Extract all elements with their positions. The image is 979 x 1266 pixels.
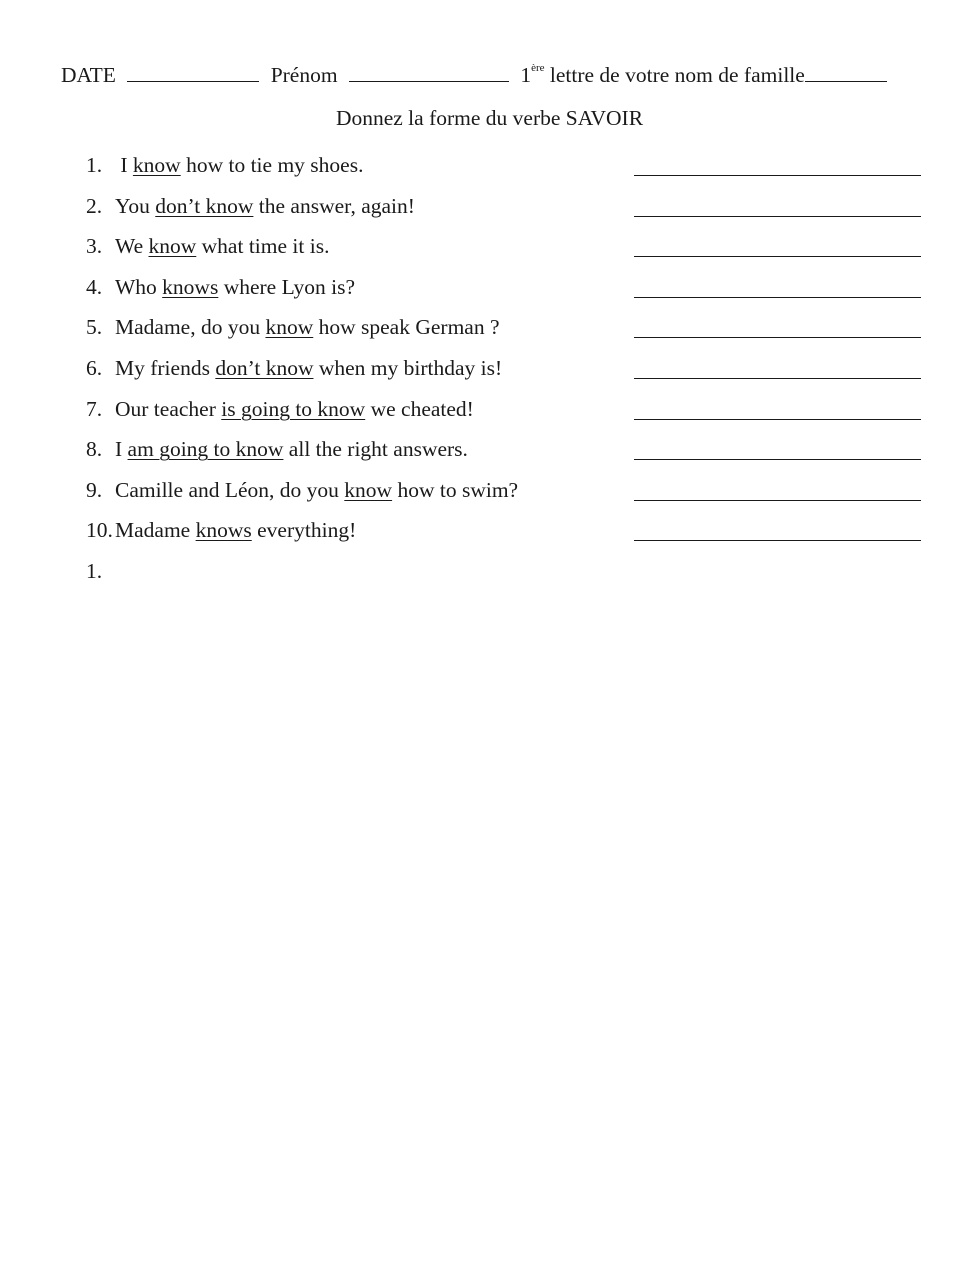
question-item (86, 231, 626, 261)
answer-blank[interactable] (634, 337, 921, 338)
question-text-before: Camille and Léon, do you (115, 477, 345, 502)
question-text-after: how to tie my shoes. (180, 153, 364, 177)
question-text-after: what time it is. (196, 234, 330, 259)
page-title: Donnez la forme du verbe SAVOIR (335, 106, 644, 130)
prenom-blank[interactable] (349, 61, 509, 82)
answer-blank[interactable] (634, 297, 921, 298)
question-text-before: Our teacher (115, 396, 222, 421)
answer-blank[interactable] (634, 500, 921, 501)
question-number: 3. (86, 234, 103, 259)
answer-blank[interactable] (634, 378, 921, 379)
question-text-after: when my birthday is! (313, 356, 503, 380)
underlined-verb: don’t know (155, 193, 254, 218)
lettre-number: 1 (520, 63, 532, 88)
answer-blank[interactable] (634, 459, 921, 460)
question-text-before: Who (115, 274, 163, 299)
question-item (86, 475, 626, 505)
question-text-before: We (115, 234, 149, 259)
prenom-label: Prénom (270, 63, 338, 88)
date-label: DATE (61, 63, 116, 88)
underlined-verb: don’t know (215, 356, 314, 380)
question-text-before: I (115, 437, 128, 462)
underlined-verb: know (148, 234, 197, 259)
worksheet-header (61, 56, 921, 90)
question-number: 10. (86, 518, 113, 543)
underlined-verb: know (132, 153, 181, 177)
underlined-verb: is going to know (221, 396, 366, 421)
answer-blank[interactable] (634, 540, 921, 541)
question-text-after: how to swim? (392, 477, 519, 502)
underlined-verb: knows (195, 518, 252, 543)
question-item (86, 515, 626, 545)
question-item (86, 394, 626, 424)
answer-blank[interactable] (634, 175, 921, 176)
question-item (86, 312, 626, 342)
question-text-before: Madame, do you (115, 315, 266, 340)
lettre-blank[interactable] (805, 61, 887, 82)
question-number: 8. (86, 437, 103, 462)
question-text-before: Madame (115, 518, 196, 543)
question-item (86, 434, 626, 464)
question-item (86, 272, 626, 302)
question-text-before: I (115, 153, 133, 177)
question-text-before: My friends (115, 356, 216, 380)
answer-blank[interactable] (634, 256, 921, 257)
question-text-after: the answer, again! (253, 193, 415, 218)
question-text-after: everything! (251, 518, 357, 543)
question-item (86, 150, 626, 180)
date-blank[interactable] (127, 61, 259, 82)
question-text-after: where Lyon is? (218, 274, 356, 299)
question-number: 6. (86, 356, 103, 380)
question-number: 1. (86, 153, 103, 177)
answer-blank[interactable] (634, 216, 921, 217)
lettre-label: lettre de votre nom de famille (544, 63, 805, 88)
question-text-before: You (115, 193, 156, 218)
underlined-verb: am going to know (127, 437, 284, 462)
answer-blank[interactable] (634, 419, 921, 420)
trailing-list-number: 1. (86, 559, 103, 583)
question-number: 4. (86, 274, 103, 299)
question-number: 7. (86, 396, 103, 421)
question-text-after: we cheated! (365, 396, 474, 421)
underlined-verb: know (265, 315, 314, 340)
question-item (86, 353, 626, 383)
underlined-verb: know (344, 477, 393, 502)
question-number: 9. (86, 477, 103, 502)
question-item (86, 191, 626, 221)
question-number: 2. (86, 193, 103, 218)
question-number: 5. (86, 315, 103, 340)
question-text-after: all the right answers. (283, 437, 468, 462)
lettre-superscript: ère (531, 62, 545, 74)
underlined-verb: knows (162, 274, 219, 299)
question-text-after: how speak German ? (313, 315, 500, 340)
